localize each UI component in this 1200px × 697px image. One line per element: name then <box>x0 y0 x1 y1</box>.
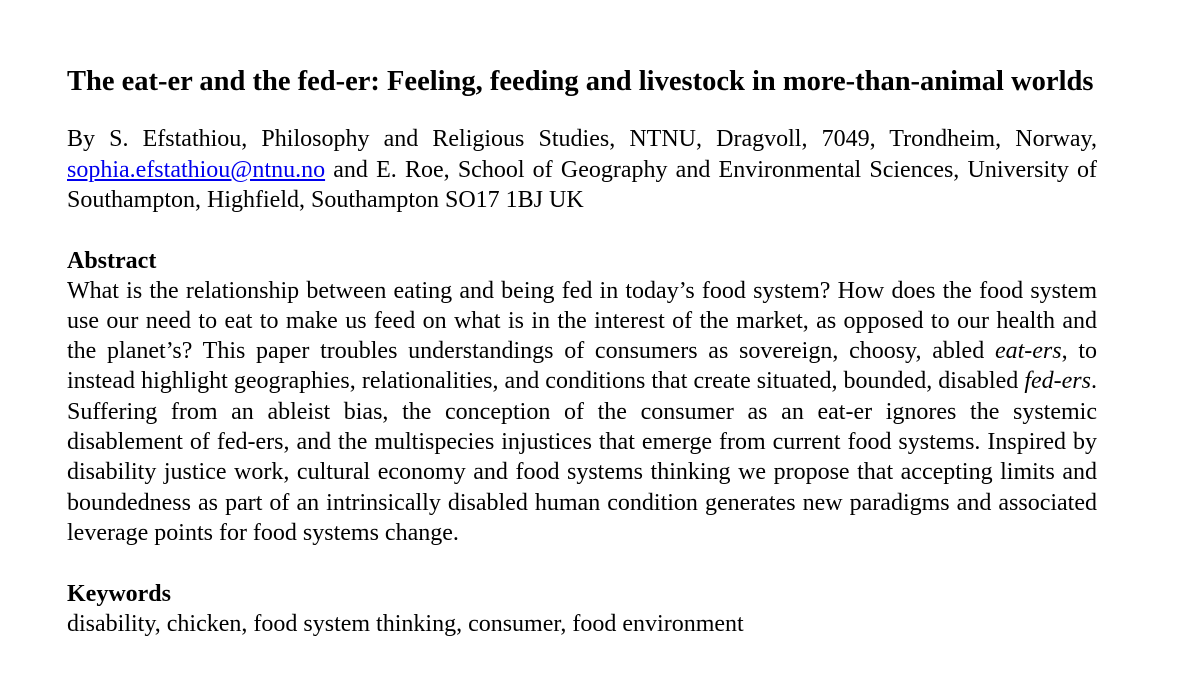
abstract-segment: , to instead highlight geographies, relationalities, and conditions that create situated, bounded, disabled <box>67 338 1097 395</box>
paper-title: The eat-er and the fed-er: Feeling, feeding and livestock in more-than-animal worlds <box>67 66 1094 97</box>
abstract-heading: Abstract <box>67 247 157 274</box>
abstract-segment: What is the relationship between eating and being fed in today’s food system? How does the food system use our need to eat to make us feed on what is in the interest of the market, as opposed to our health and the planet’s? This paper troubles understandings of consumers as sovereign, choosy, abled <box>67 277 1097 365</box>
author-affiliation-first: By S. Efstathiou, Philosophy and Religious Studies, NTNU, Dragvoll, 7049, Trondheim, Norway, <box>67 126 1097 152</box>
abstract-emphasis-feders: fed-ers <box>1024 368 1091 395</box>
author-affiliations <box>67 124 1097 216</box>
abstract-text <box>67 276 1097 549</box>
author-email-link[interactable]: sophia.efstathiou@ntnu.no <box>67 156 326 183</box>
keywords-heading: Keywords <box>67 581 171 608</box>
abstract-segment: . Suffering from an ableist bias, the conception of the consumer as an eat-er ignores the systemic disablement of fed-ers, and the multispecies injustices that emerge from current food systems. Inspired by disability justice work, cultural economy and food systems thinking we propose that accepting limits and boundedness as part of an intrinsically disabled human condition generates new paradigms and associated leverage points for food systems change. <box>67 368 1097 546</box>
keywords-list: disability, chicken, food system thinking, consumer, food environment <box>67 611 744 638</box>
paper-page <box>67 64 1097 639</box>
author-affiliation-second: and E. Roe, School of Geography and Environmental Sciences, University of Southampton, Highfield, Southampton SO17 1BJ UK <box>67 156 1098 213</box>
abstract-emphasis-eaters: eat-ers <box>994 338 1062 365</box>
